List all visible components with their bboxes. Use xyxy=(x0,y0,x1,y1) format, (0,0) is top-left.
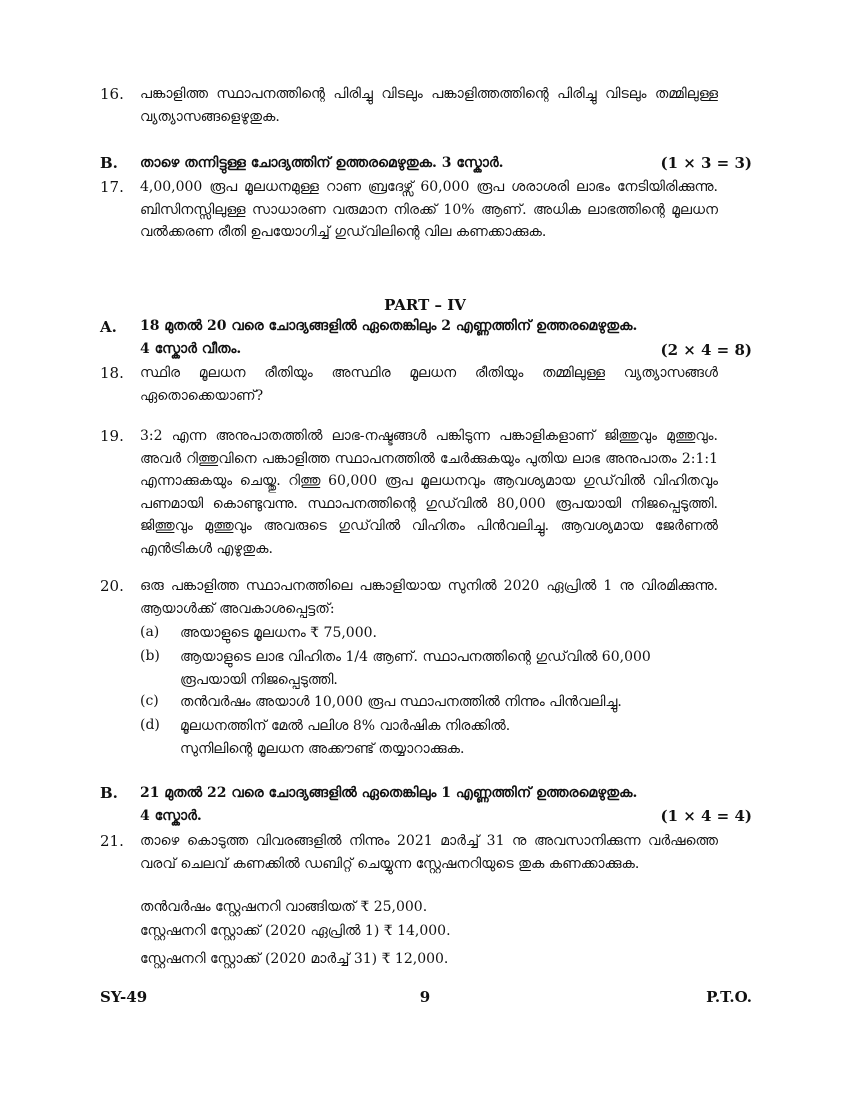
question-number: 17. xyxy=(100,178,124,196)
data-line: സ്റ്റേഷനറി സ്റ്റോക്ക് (2020 മാർച്ച് 31) ₹ 12,000. xyxy=(140,951,449,967)
subitem-text: മൂലധനത്തിന് മേൽ പലിശ 8% വാർഷിക നിരക്കിൽ. xyxy=(180,718,511,734)
data-line: സ്റ്റേഷനറി സ്റ്റോക്ക് (2020 ഏപ്രിൽ 1) ₹ 14,000. xyxy=(140,923,451,939)
section-score: 4 സ്കോർ. xyxy=(140,808,202,824)
question-number: 21. xyxy=(100,832,124,850)
subitem-text: തൻവർഷം അയാൾ 10,000 രൂപ സ്ഥാപനത്തിൽ നിന്നും പിൻവലിച്ചു. xyxy=(180,694,622,710)
section-marks: (2 × 4 = 8) xyxy=(660,341,752,359)
section-label: B. xyxy=(100,154,118,172)
question-number: 16. xyxy=(100,85,124,103)
data-line: തൻവർഷം സ്റ്റേഷനറി വാങ്ങിയത് ₹ 25,000. xyxy=(140,899,428,915)
question-text: ഒരു പങ്കാളിത്ത സ്ഥാപനത്തിലെ പങ്കാളിയായ സുനിൽ 2020 ഏപ്രിൽ 1 നു വിരമിക്കുന്നു. ആയാൾക്ക് അവകാശപ്പെട്ടത്: xyxy=(140,578,718,617)
page-number: 9 xyxy=(419,988,431,1006)
subitem-label: (c) xyxy=(140,693,159,709)
paper-code: SY-49 xyxy=(100,988,148,1006)
question-number: 20. xyxy=(100,577,124,595)
subitem-label: (a) xyxy=(140,624,160,640)
question-closing: സുനിലിന്റെ മൂലധന അക്കൗണ്ട് തയ്യാറാക്കുക. xyxy=(180,741,465,757)
question-text: 4,00,000 രൂപ മൂലധനമുള്ള റാണ ബ്രദേഴ്സ് 60,000 രൂപ ശരാശരി ലാഭം നേടിയിരിക്കുന്നു. ബിസിനസ്സിലുള്ള സാധാരണ വരുമാന നിരക്ക് 10% ആണ്. അധിക ലാഭത്തിന്റെ മൂലധന വൽക്കരണ രീതി ഉപയോഗിച്ച് ഗുഡ്‌വിലിന്റെ വില കണക്കാക്കുക. xyxy=(140,179,718,240)
subitem-label: (d) xyxy=(140,717,160,733)
part-heading: PART – IV xyxy=(384,296,466,314)
question-text: പങ്കാളിത്ത സ്ഥാപനത്തിന്റെ പിരിച്ചു വിടലും പങ്കാളിത്തത്തിന്റെ പിരിച്ചു വിടലും തമ്മിലുള്ള വ്യത്യാസങ്ങളെഴുതുക. xyxy=(140,86,718,125)
section-marks: (1 × 4 = 4) xyxy=(660,807,752,825)
subitem-text: ആയാളുടെ ലാഭ വിഹിതം 1/4 ആണ്. സ്ഥാപനത്തിന്റെ ഗുഡ്‌വിൽ 60,000 രൂപയായി നിജപ്പെടുത്തി. xyxy=(180,649,651,688)
subitem-text: അയാളുടെ മൂലധനം ₹ 75,000. xyxy=(180,625,377,641)
question-text: 3:2 എന്ന അനുപാതത്തിൽ ലാഭ-നഷ്ടങ്ങൾ പങ്കിടുന്ന പങ്കാളികളാണ് ജിത്തുവും മുത്തുവും. അവർ റിത്തുവിനെ പങ്കാളിത്ത സ്ഥാപനത്തിൽ ചേർക്കുകയും പുതിയ ലാഭ അനുപാതം 2:1:1 എന്നാക്കുകയും ചെയ്തു. റിത്തു 60,000 രൂപ മൂലധനവും ആവശ്യമായ ഗുഡ്‌വിൽ വിഹിതവും പണമായി കൊണ്ടുവന്നു. സ്ഥാപനത്തിന്റെ ഗുഡ്‌വിൽ 80,000 രൂപയായി നിജപ്പെടുത്തി. ജിത്തുവും മുത്തുവും അവരുടെ ഗുഡ്‌വിൽ വിഹിതം പിൻവലിച്ചു. ആവശ്യമായ ജേർണൽ എൻട്രികൾ എഴുതുക. xyxy=(140,428,718,557)
section-label: B. xyxy=(100,784,118,802)
subitem-label: (b) xyxy=(140,648,160,664)
question-text: സ്ഥിര മൂലധന രീതിയും അസ്ഥിര മൂലധന രീതിയും തമ്മിലുള്ള വ്യത്യാസങ്ങൾ ഏതൊക്കെയാണ്? xyxy=(140,365,718,404)
section-score: 4 സ്കോർ വീതം. xyxy=(140,341,242,357)
question-number: 18. xyxy=(100,364,124,382)
section-marks: (1 × 3 = 3) xyxy=(660,154,752,172)
section-instruction: 18 മുതൽ 20 വരെ ചോദ്യങ്ങളിൽ ഏതെങ്കിലും 2 എണ്ണത്തിന് ഉത്തരമെഴുതുക. xyxy=(140,318,638,334)
question-number: 19. xyxy=(100,427,124,445)
section-label: A. xyxy=(100,318,117,336)
section-instruction: താഴെ തന്നിട്ടുള്ള ചോദ്യത്തിന് ഉത്തരമെഴുതുക. 3 സ്കോർ. xyxy=(140,155,504,171)
section-instruction: 21 മുതൽ 22 വരെ ചോദ്യങ്ങളിൽ ഏതെങ്കിലും 1 എണ്ണത്തിന് ഉത്തരമെഴുതുക. xyxy=(140,785,638,801)
pto-label: P.T.O. xyxy=(706,988,752,1006)
question-text: താഴെ കൊടുത്ത വിവരങ്ങളിൽ നിന്നും 2021 മാർച്ച് 31 നു അവസാനിക്കുന്ന വർഷത്തെ വരവ് ചെലവ് കണക്കിൽ ഡബിറ്റ് ചെയ്യുന്ന സ്റ്റേഷനറിയുടെ തുക കണക്കാക്കുക. xyxy=(140,833,718,872)
